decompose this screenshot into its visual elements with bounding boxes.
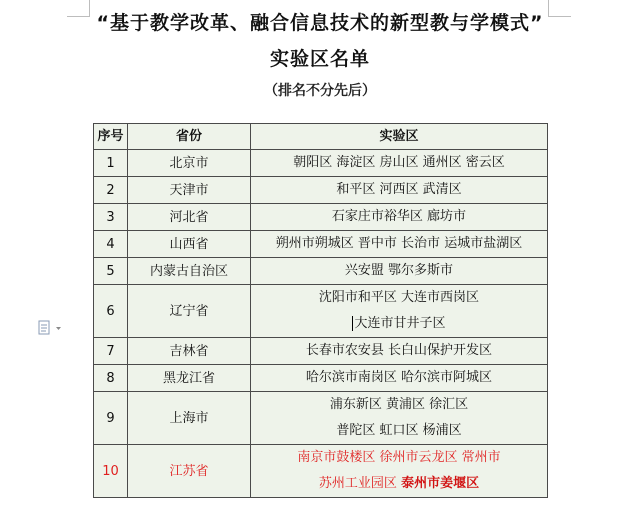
row-zones (251, 258, 548, 285)
table-row (94, 365, 548, 392)
header-no: 序号 (94, 124, 128, 150)
row-no: 2 (94, 177, 128, 204)
header-zone: 实验区 (251, 124, 548, 150)
document-title-line-2: 实验区名单 (269, 48, 370, 70)
zone-line: 沈阳市和平区 大连市西岗区 (318, 290, 480, 305)
zone-line: 长春市农安县 长白山保护开发区 (305, 343, 493, 358)
row-no: 5 (94, 258, 128, 285)
row-province: 河北省 (128, 204, 251, 231)
row-zones (251, 150, 548, 177)
row-zones (251, 231, 548, 258)
header-province: 省份 (128, 124, 251, 150)
table-row (94, 231, 548, 258)
table-row (94, 338, 548, 365)
row-zones (251, 204, 548, 231)
row-no: 9 (94, 392, 128, 445)
paste-options-icon[interactable] (37, 320, 63, 336)
row-no: 8 (94, 365, 128, 392)
row-no: 7 (94, 338, 128, 365)
table-row (94, 204, 548, 231)
row-no: 4 (94, 231, 128, 258)
row-zones (251, 445, 548, 498)
zone-line: 和平区 河西区 武清区 (336, 182, 462, 197)
zone-line-text: 大连市甘井子区 (354, 316, 446, 331)
row-province: 内蒙古自治区 (128, 258, 251, 285)
experiment-zone-table (93, 123, 548, 498)
zone-line: 普陀区 虹口区 杨浦区 (336, 423, 462, 438)
table-row (94, 258, 548, 285)
row-zones (251, 177, 548, 204)
zone-line: 朝阳区 海淀区 房山区 通州区 密云区 (293, 155, 505, 170)
zone-line: 兴安盟 鄂尔多斯市 (344, 263, 454, 278)
zone-bold-text: 泰州市姜堰区 (401, 476, 480, 491)
row-province: 天津市 (128, 177, 251, 204)
zone-line: 南京市鼓楼区 徐州市云龙区 常州市 (297, 450, 501, 465)
zone-line: 石家庄市裕华区 廊坊市 (331, 209, 467, 224)
row-province: 上海市 (128, 392, 251, 445)
table-row-highlighted (94, 445, 548, 498)
zone-line: 朔州市朔城区 晋中市 长治市 运城市盐湖区 (275, 236, 523, 251)
row-province: 辽宁省 (128, 285, 251, 338)
document-subtitle: （排名不分先后） (264, 83, 376, 99)
document-title-line-1: “基于教学改革、融合信息技术的新型教与学模式” (96, 12, 544, 34)
row-province: 北京市 (128, 150, 251, 177)
row-province: 山西省 (128, 231, 251, 258)
row-no: 10 (94, 445, 128, 498)
table-row (94, 285, 548, 338)
row-province: 黑龙江省 (128, 365, 251, 392)
row-no: 6 (94, 285, 128, 338)
table-header-row (94, 124, 548, 150)
zone-line: 浦东新区 黄浦区 徐汇区 (329, 397, 469, 412)
row-no: 3 (94, 204, 128, 231)
row-zones (251, 365, 548, 392)
table-row (94, 392, 548, 445)
table-row (94, 177, 548, 204)
table-row (94, 150, 548, 177)
row-zones (251, 392, 548, 445)
row-zones (251, 285, 548, 338)
row-zones (251, 338, 548, 365)
zone-line: 哈尔滨市南岗区 哈尔滨市阿城区 (305, 370, 493, 385)
row-province: 吉林省 (128, 338, 251, 365)
row-province: 江苏省 (128, 445, 251, 498)
zone-line (251, 471, 547, 497)
zone-line-text: 苏州工业园区 (318, 476, 402, 491)
row-no: 1 (94, 150, 128, 177)
zone-line-with-cursor[interactable] (251, 311, 547, 337)
